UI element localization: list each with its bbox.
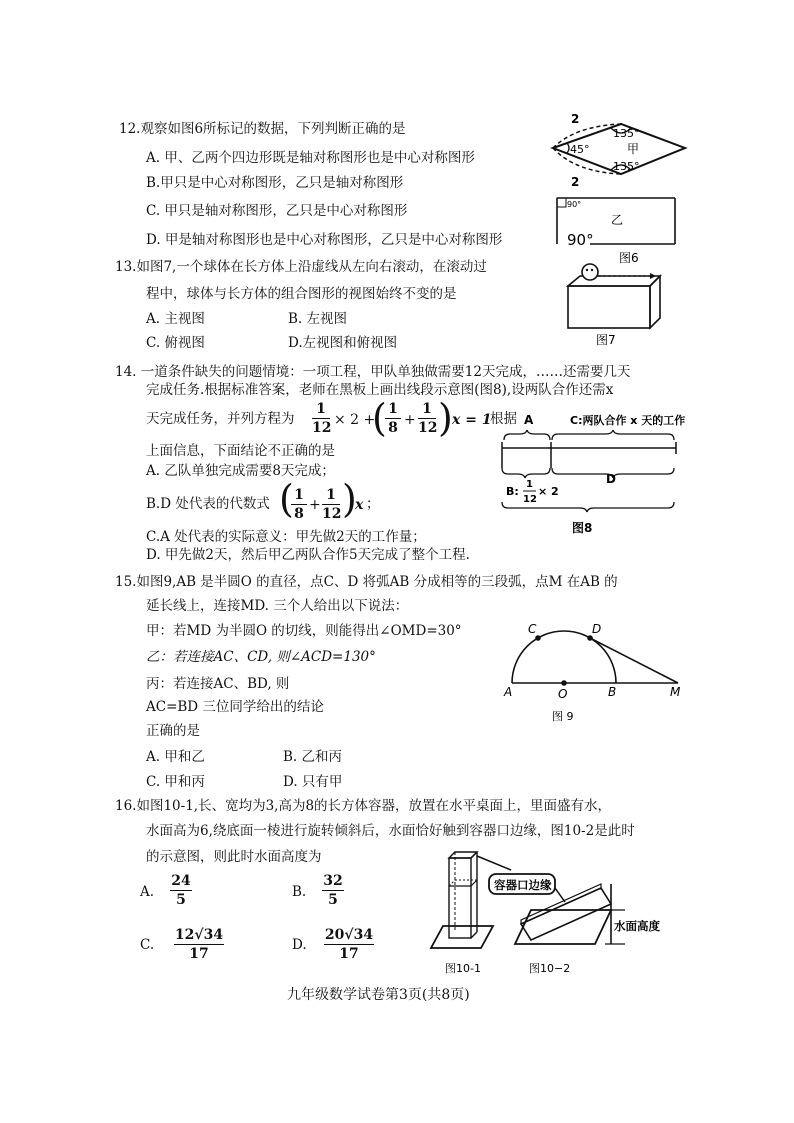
q12-option-a: A. 甲、乙两个四边形既是轴对称图形也是中心对称图形: [146, 150, 475, 166]
fig6-angle-top: 135°: [613, 127, 640, 140]
q16-option-d-frac: 20√34 17: [324, 927, 374, 962]
fig6-angle-corner: 90°: [567, 200, 582, 209]
fig10-2-caption: 图10−2: [529, 962, 571, 975]
q14-line2: 完成任务.根据标准答案，老师在黑板上画出线段示意图(图8),设两队合作还需x: [146, 382, 614, 398]
eq-paren-right: ): [438, 396, 453, 440]
fig8-caption: 图8: [572, 521, 593, 535]
fig10-water-height: 水面高度: [614, 919, 660, 933]
b-x: x: [355, 497, 364, 513]
fig6-label-yi: 乙: [611, 213, 624, 227]
q14-line4: 上面信息，下面结论不正确的是: [146, 443, 335, 459]
b-frac-2: 1 12: [322, 487, 342, 522]
fig9-point-o: O: [558, 687, 568, 701]
q15-correct: 正确的是: [146, 723, 200, 739]
eq-times-two: × 2 +: [334, 412, 376, 428]
fig10-callout: 容器口边缘: [494, 878, 552, 892]
q14-line3-prefix: 天完成任务，并列方程为: [146, 411, 295, 427]
figure-8: [494, 408, 684, 536]
b-paren-left: (: [279, 477, 294, 521]
fig8-label-a: A: [524, 413, 534, 427]
fig10-1-caption: 图10-1: [445, 962, 481, 975]
eq-frac-1: 1 12: [312, 401, 332, 436]
figure-9: [500, 620, 690, 725]
fig8-b-suffix: × 2: [538, 485, 559, 498]
fig9-point-m: M: [670, 685, 681, 699]
fig6-angle-bottom: 135°: [613, 160, 640, 173]
figure-6: [545, 112, 695, 265]
b-plus: +: [309, 497, 321, 513]
b-paren-right: ): [342, 477, 357, 521]
q15-option-a: A. 甲和乙: [146, 749, 205, 765]
q16-option-c-frac: 12√34 17: [174, 927, 224, 962]
eq-paren-left: (: [372, 396, 387, 440]
q15-yi: 乙：若连接AC、CD, 则∠ACD=130°: [146, 649, 376, 665]
q16-line3: 的示意图，则此时水面高度为: [146, 849, 322, 865]
fig8-label-d: D: [606, 472, 616, 486]
fig9-point-a: A: [504, 685, 513, 699]
fig7-caption: 图7: [596, 333, 616, 347]
q14-option-d: D. 甲先做2天，然后甲乙两队合作5天完成了整个工程.: [146, 547, 470, 563]
q14-option-b-prefix: B.D 处代表的代数式: [146, 496, 270, 512]
fig8-b-denominator: 12: [523, 494, 537, 505]
b-suffix: ；: [366, 496, 380, 512]
q13-option-d: D.左视图和俯视图: [288, 335, 398, 351]
q16-option-d-label: D.: [292, 937, 307, 953]
q15-line1: 15.如图9,AB 是半圆O 的直径，点C、D 将弧AB 分成相等的三段弧，点M 在AB 的: [115, 574, 618, 590]
q16-line2: 水面高为6,绕底面一棱进行旋转倾斜后，水面恰好触到容器口边缘，图10-2是此时: [146, 823, 635, 839]
q16-option-c-label: C.: [140, 937, 155, 953]
q13-option-c: C. 俯视图: [146, 335, 205, 351]
figure-7: [560, 262, 670, 352]
q13-option-a: A. 主视图: [146, 311, 205, 327]
figure-10: [425, 850, 695, 978]
fig9-caption: 图 9: [552, 710, 574, 723]
q16-option-b-frac: 32 5: [323, 873, 343, 908]
q12-option-b: B.甲只是中心对称图形，乙只是轴对称图形: [146, 175, 404, 191]
fig8-b-numerator: 1: [526, 479, 533, 490]
fig6-label-jia: 甲: [627, 142, 640, 156]
q15-jia: 甲：若MD 为半圆O 的切线，则能得出∠OMD=30°: [146, 623, 462, 639]
fig6-caption: 图6: [619, 251, 639, 265]
q14-option-a: A. 乙队单独完成需要8天完成；: [146, 463, 335, 479]
fig9-point-d: D: [592, 622, 602, 636]
q13-line2: 程中，球体与长方体的组合图形的视图始终不变的是: [146, 286, 457, 302]
q15-option-d: D. 只有甲: [283, 774, 343, 790]
q12-option-d: D. 甲是轴对称图形也是中心对称图形，乙只是中心对称图形: [146, 232, 503, 248]
q15-bing-line1: 丙：若连接AC、BD, 则: [146, 676, 290, 692]
eq-rhs: x = 1: [452, 412, 492, 428]
eq-plus: +: [404, 412, 416, 428]
q12-option-c: C. 甲只是轴对称图形，乙只是中心对称图形: [146, 203, 408, 219]
q12-stem: 12.观察如图6所标记的数据，下列判断正确的是: [119, 121, 406, 137]
q13-line1: 13.如图7,一个球体在长方体上沿虚线从左向右滚动，在滚动过: [115, 259, 487, 275]
q14-line1: 14. 一道条件缺失的问题情境：一项工程，甲队单独做需要12天完成，……还需要几天: [115, 364, 631, 380]
fig9-point-c: C: [528, 622, 537, 636]
eq-frac-3: 1 12: [418, 401, 438, 436]
q16-line1: 16.如图10-1,长、宽均为3,高为8的长方体容器，放置在水平桌面上，里面盛有水，: [115, 798, 612, 814]
fig8-label-c: C:两队合作 x 天的工作: [570, 414, 686, 427]
b-frac-1: 1 8: [291, 488, 307, 521]
fig6-top-length: 2: [571, 112, 580, 126]
fig6-angle-left: 45°: [570, 143, 590, 156]
q14-option-c: C.A 处代表的实际意义：甲先做2天的工作量；: [146, 529, 426, 545]
q16-option-a-label: A.: [140, 884, 155, 900]
fig8-label-b-prefix: B:: [506, 485, 519, 498]
q13-option-b: B. 左视图: [288, 311, 348, 327]
fig6-angle-big: 90°: [567, 231, 594, 249]
eq-frac-2: 1 8: [385, 402, 401, 435]
page-footer: 九年级数学试卷第3页(共8页): [287, 987, 470, 1003]
q16-option-a-frac: 24 5: [171, 873, 191, 908]
q15-option-b: B. 乙和丙: [283, 749, 343, 765]
q14-line3-suffix: 根据: [490, 411, 517, 427]
fig6-bottom-length: 2: [571, 175, 580, 189]
q15-line2: 延长线上，连接MD. 三个人给出以下说法：: [146, 598, 409, 614]
q16-option-b-label: B.: [292, 884, 307, 900]
fig9-point-b: B: [608, 685, 617, 699]
q15-bing-line2: AC=BD 三位同学给出的结论: [146, 699, 324, 715]
q15-option-c: C. 甲和丙: [146, 774, 205, 790]
